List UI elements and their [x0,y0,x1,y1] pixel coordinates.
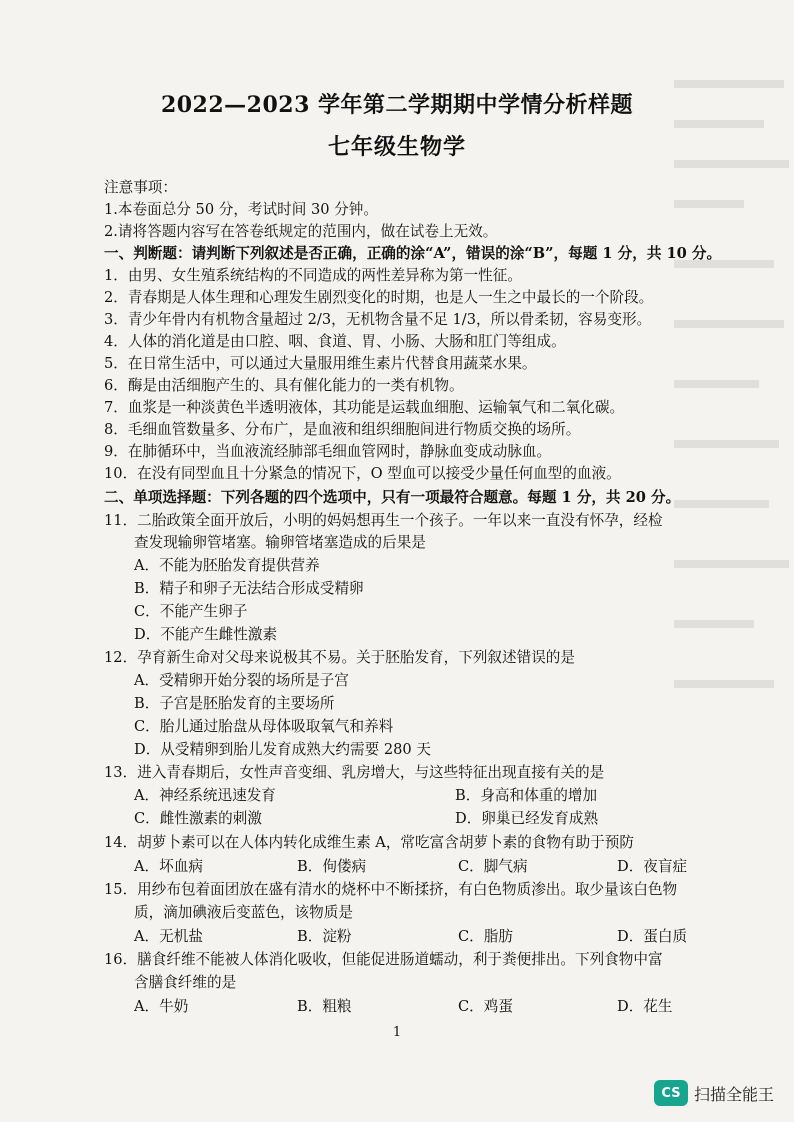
question-stem: 15．用纱布包着面团放在盛有清水的烧杯中不断揉挤，有白色物质渗出。取少量该白色物 [104,881,678,898]
judgment-item: 1．由男、女生殖系统结构的不同造成的两性差异称为第一性征。 [104,267,522,284]
option-d: D．蛋白质 [617,928,688,945]
notes-heading: 注意事项： [104,179,177,196]
option-a: A．不能为胚胎发育提供营养 [134,557,320,574]
judgment-item: 10．在没有同型血且十分紧急的情况下，O 型血可以接受少量任何血型的血液。 [104,465,621,482]
judgment-item: 8．毛细血管数量多、分布广，是血液和组织细胞间进行物质交换的场所。 [104,421,581,438]
option-c: C．鸡蛋 [458,998,513,1015]
option-b: B．粗粮 [297,998,352,1015]
option-b: B．淀粉 [297,928,352,945]
option-a: A．神经系统迅速发育 [134,787,276,804]
option-d: D．夜盲症 [617,858,688,875]
option-c: C．脂肪 [458,928,513,945]
question-stem: 查发现输卵管堵塞。输卵管堵塞造成的后果是 [134,534,426,551]
option-d: D．花生 [617,998,673,1015]
judgment-item: 6．酶是由活细胞产生的、具有催化能力的一类有机物。 [104,377,464,394]
judgment-item: 4．人体的消化道是由口腔、咽、食道、胃、小肠、大肠和肛门等组成。 [104,333,566,350]
question-stem: 12．孕育新生命对父母来说极其不易。关于胚胎发育，下列叙述错误的是 [104,649,575,666]
camscanner-label: 扫描全能王 [693,1084,774,1104]
option-c: C．不能产生卵子 [134,603,248,620]
judgment-item: 2．青春期是人体生理和心理发生剧烈变化的时期，也是人一生之中最长的一个阶段。 [104,289,654,306]
option-d: D．卵巢已经发育成熟 [455,810,599,827]
camscanner-watermark [654,1080,774,1106]
option-c: C．脚气病 [458,858,528,875]
option-b: B．佝偻病 [297,858,367,875]
option-a: A．受精卵开始分裂的场所是子宫 [134,672,349,689]
option-b: B．精子和卵子无法结合形成受精卵 [134,580,364,597]
question-stem: 11．二胎政策全面开放后，小明的妈妈想再生一个孩子。一年以来一直没有怀孕，经检 [104,512,663,529]
judgment-item: 7．血浆是一种淡黄色半透明液体，其功能是运载血细胞、运输氧气和二氧化碳。 [104,399,625,416]
option-b: B．子宫是胚胎发育的主要场所 [134,695,335,712]
judgment-item: 3．青少年骨内有机物含量超过 2/3，无机物含量不足 1/3，所以骨柔韧，容易变形。 [104,311,652,328]
option-a: A．无机盐 [134,928,203,945]
option-a: A．牛奶 [134,998,189,1015]
question-stem: 14．胡萝卜素可以在人体内转化成维生素 A，常吃富含胡萝卜素的食物有助于预防 [104,834,634,851]
judgment-item: 5．在日常生活中，可以通过大量服用维生素片代替食用蔬菜水果。 [104,355,537,372]
section2-heading: 二、单项选择题：下列各题的四个选项中，只有一项最符合题意。每题 1 分，共 20 分。 [104,489,681,506]
section1-heading: 一、判断题：请判断下列叙述是否正确，正确的涂“A”，错误的涂“B”，每题 1 分，共 10 分。 [104,245,722,262]
option-a: A．坏血病 [134,858,203,875]
question-stem: 质，滴加碘液后变蓝色，该物质是 [134,904,353,921]
exam-subtitle: 七年级生物学 [327,134,466,160]
option-c: C．雌性激素的刺激 [134,810,262,827]
option-d: D．不能产生雌性激素 [134,626,278,643]
option-b: B．身高和体重的增加 [455,787,598,804]
question-stem: 13．进入青春期后，女性声音变细、乳房增大，与这些特征出现直接有关的是 [104,764,605,781]
notes-item: 2.请将答题内容写在答卷纸规定的范围内，做在试卷上无效。 [104,223,498,240]
question-stem: 含膳食纤维的是 [134,974,237,991]
option-c: C．胎儿通过胎盘从母体吸取氧气和养料 [134,718,394,735]
notes-item: 1.本卷面总分 50 分，考试时间 30 分钟。 [104,201,378,218]
show-through-bleed [664,60,794,760]
page-number: 1 [392,1025,402,1040]
exam-title: 2022—2023 学年第二学期期中学情分析样题 [160,92,634,118]
camscanner-logo-icon: CS [654,1080,688,1106]
judgment-item: 9．在肺循环中，当血液流经肺部毛细血管网时，静脉血变成动脉血。 [104,443,552,460]
question-stem: 16．膳食纤维不能被人体消化吸收，但能促进肠道蠕动，利于粪便排出。下列食物中富 [104,951,663,968]
option-d: D．从受精卵到胎儿发育成熟大约需要 280 天 [134,741,431,758]
